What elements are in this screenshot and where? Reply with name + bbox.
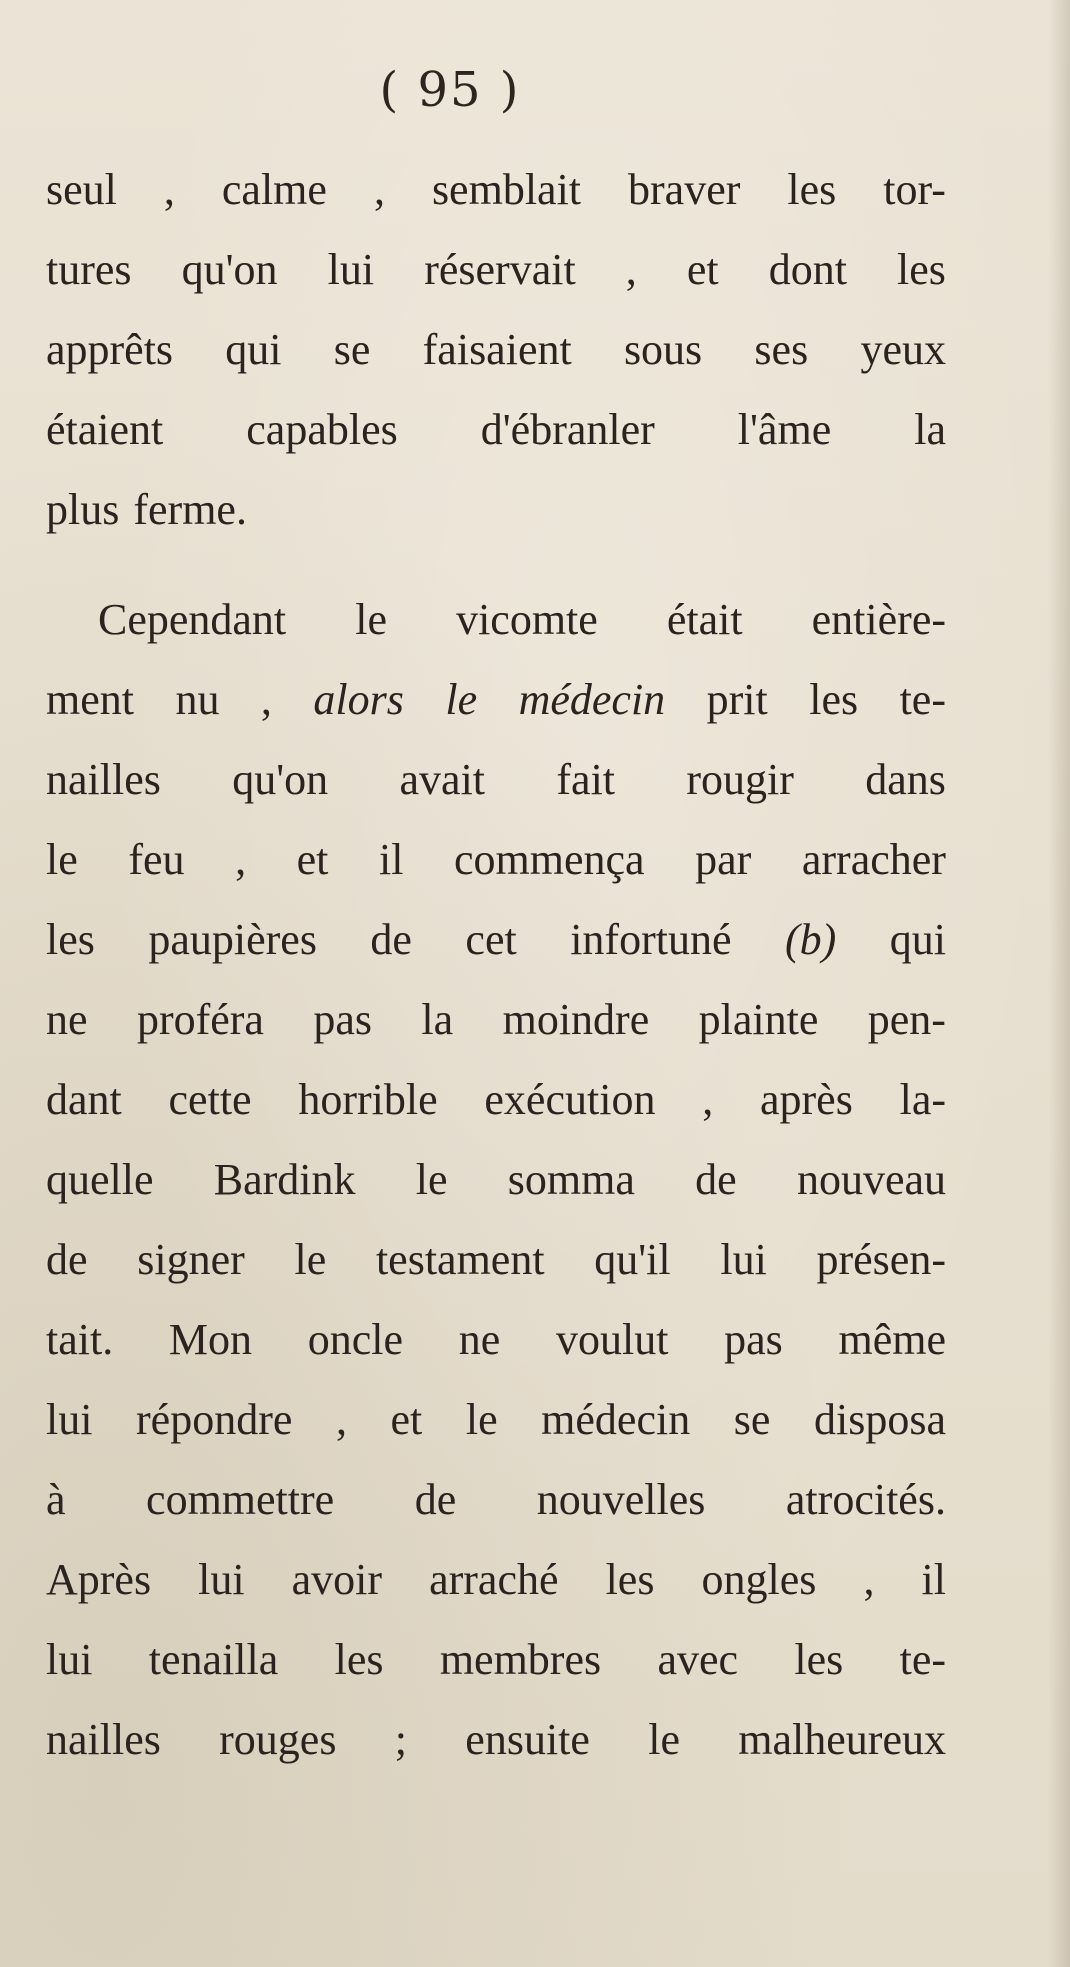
word: prit xyxy=(706,675,768,724)
word: apprêts xyxy=(46,325,174,374)
word: ne xyxy=(458,1315,501,1364)
word: de xyxy=(695,1155,737,1204)
word: répondre xyxy=(136,1395,293,1444)
body-text xyxy=(46,150,946,1780)
word: nouvelles xyxy=(536,1475,706,1524)
word: commença xyxy=(453,835,645,884)
word: ment xyxy=(46,675,134,724)
word: les xyxy=(46,915,95,964)
word: seul xyxy=(46,165,117,214)
word: les xyxy=(809,675,859,724)
word: sous xyxy=(623,325,703,374)
word: le xyxy=(465,1395,498,1444)
word: vicomte xyxy=(456,595,598,644)
word: tait. xyxy=(46,1315,114,1364)
word: étaient xyxy=(46,405,164,454)
word: malheureux xyxy=(738,1715,946,1764)
word: nu xyxy=(175,675,220,724)
text-line xyxy=(46,1300,946,1380)
text-line xyxy=(46,1220,946,1300)
word: Bardink xyxy=(213,1155,356,1204)
text-line xyxy=(46,580,946,660)
word: alors xyxy=(313,675,404,724)
word: le xyxy=(445,675,478,724)
word: rougir xyxy=(686,755,794,804)
word: lui xyxy=(720,1235,767,1284)
paragraph-gap xyxy=(46,550,946,580)
word: avoir xyxy=(291,1555,383,1604)
word: disposa xyxy=(814,1395,946,1444)
word: pen- xyxy=(867,995,946,1044)
word: cet xyxy=(465,915,517,964)
word: la- xyxy=(899,1075,946,1124)
word: ensuite xyxy=(465,1715,590,1764)
word: de xyxy=(370,915,412,964)
word: proféra xyxy=(136,995,264,1044)
text-line xyxy=(46,150,946,230)
word: le xyxy=(415,1155,448,1204)
text-line xyxy=(46,1540,946,1620)
word: dant xyxy=(46,1075,122,1124)
word: lui xyxy=(327,245,375,294)
text-line xyxy=(46,390,946,470)
word: Après xyxy=(46,1555,152,1604)
word: tor- xyxy=(883,165,946,214)
word: yeux xyxy=(860,325,946,374)
word: moindre xyxy=(502,995,650,1044)
word: horrible xyxy=(298,1075,438,1124)
word: à xyxy=(46,1475,66,1524)
word: membres xyxy=(439,1635,602,1684)
word: ; xyxy=(394,1715,407,1764)
word: présen- xyxy=(816,1235,946,1284)
word: quelle xyxy=(46,1155,154,1204)
page-number: ( 95 ) xyxy=(379,62,521,118)
word: ongles xyxy=(701,1555,817,1604)
word: et xyxy=(390,1395,423,1444)
word: nailles xyxy=(46,755,161,804)
word: , xyxy=(625,245,637,294)
word: le xyxy=(648,1715,680,1764)
word: tenailla xyxy=(148,1635,279,1684)
word: , xyxy=(260,675,272,724)
word: , xyxy=(702,1075,714,1124)
word: rouges xyxy=(219,1715,337,1764)
word: qui xyxy=(889,915,946,964)
word: nailles xyxy=(46,1715,161,1764)
word: après xyxy=(759,1075,853,1124)
word: médecin xyxy=(541,1395,691,1444)
word: réservait xyxy=(424,245,576,294)
word: Mon xyxy=(168,1315,253,1364)
word: même xyxy=(838,1315,946,1364)
word: pas xyxy=(313,995,373,1044)
word: les xyxy=(794,1635,844,1684)
word: oncle xyxy=(307,1315,404,1364)
text-line xyxy=(46,900,946,980)
word: signer xyxy=(137,1235,245,1284)
text-line xyxy=(46,310,946,390)
word: , xyxy=(335,1395,347,1444)
word: fait xyxy=(556,755,616,804)
word: qu'on xyxy=(232,755,329,804)
word: braver xyxy=(628,165,741,214)
word: il xyxy=(921,1555,946,1604)
word: la xyxy=(914,405,946,454)
word: tures xyxy=(46,245,132,294)
word: infortuné xyxy=(570,915,732,964)
word: le xyxy=(355,595,387,644)
text-line xyxy=(46,820,946,900)
word: avait xyxy=(399,755,486,804)
text-line xyxy=(46,1700,946,1780)
word: qu'on xyxy=(181,245,278,294)
word: Cependant xyxy=(98,595,287,644)
word: , xyxy=(863,1555,875,1604)
word: qui xyxy=(225,325,282,374)
word: de xyxy=(46,1235,88,1284)
word: ne xyxy=(46,995,88,1044)
word: d'ébranler xyxy=(480,405,655,454)
word: calme xyxy=(221,165,327,214)
word: de xyxy=(414,1475,457,1524)
word: plus xyxy=(46,485,120,534)
word: capables xyxy=(246,405,398,454)
text-line xyxy=(46,1620,946,1700)
word: la xyxy=(421,995,454,1044)
text-line xyxy=(46,740,946,820)
word: somma xyxy=(507,1155,635,1204)
word: nouveau xyxy=(796,1155,946,1204)
word: dont xyxy=(768,245,847,294)
word: se xyxy=(733,1395,771,1444)
text-line xyxy=(46,470,946,550)
word: et xyxy=(686,245,719,294)
word: exécution xyxy=(484,1075,656,1124)
text-line xyxy=(46,1380,946,1460)
word: les xyxy=(897,245,946,294)
word: plainte xyxy=(698,995,819,1044)
word: entière- xyxy=(811,595,946,644)
word: et xyxy=(296,835,329,884)
word: faisaient xyxy=(422,325,572,374)
word: pas xyxy=(724,1315,783,1364)
word: voulut xyxy=(555,1315,669,1364)
word: avec xyxy=(657,1635,739,1684)
page-edge-shadow xyxy=(1048,0,1070,1967)
word: , xyxy=(163,165,175,214)
text-line xyxy=(46,660,946,740)
word: commettre xyxy=(146,1475,335,1524)
word: ferme. xyxy=(133,485,247,534)
word: semblait xyxy=(431,165,582,214)
word: par xyxy=(695,835,752,884)
word: , xyxy=(235,835,247,884)
word: cette xyxy=(168,1075,252,1124)
word: lui xyxy=(198,1555,245,1604)
text-line xyxy=(46,1140,946,1220)
word: arracher xyxy=(801,835,946,884)
word: ses xyxy=(754,325,809,374)
word: atrocités. xyxy=(785,1475,946,1524)
word: feu xyxy=(128,835,185,884)
word: paupières xyxy=(148,915,317,964)
word: il xyxy=(378,835,404,884)
word: qu'il xyxy=(594,1235,671,1284)
word: les xyxy=(787,165,837,214)
word: le xyxy=(46,835,78,884)
word: , xyxy=(373,165,385,214)
word: lui xyxy=(46,1395,93,1444)
word: te- xyxy=(899,675,946,724)
word: médecin xyxy=(518,675,666,724)
word: dans xyxy=(865,755,946,804)
word: te- xyxy=(899,1635,946,1684)
word: l'âme xyxy=(737,405,832,454)
text-line xyxy=(46,1460,946,1540)
text-line xyxy=(46,980,946,1060)
word: testament xyxy=(375,1235,545,1284)
word: était xyxy=(666,595,743,644)
word: le xyxy=(294,1235,327,1284)
word: les xyxy=(605,1555,655,1604)
word: les xyxy=(334,1635,384,1684)
word: lui xyxy=(46,1635,93,1684)
word: arraché xyxy=(429,1555,559,1604)
word: se xyxy=(333,325,371,374)
text-line xyxy=(46,230,946,310)
text-line xyxy=(46,1060,946,1140)
word: (b) xyxy=(784,915,837,964)
